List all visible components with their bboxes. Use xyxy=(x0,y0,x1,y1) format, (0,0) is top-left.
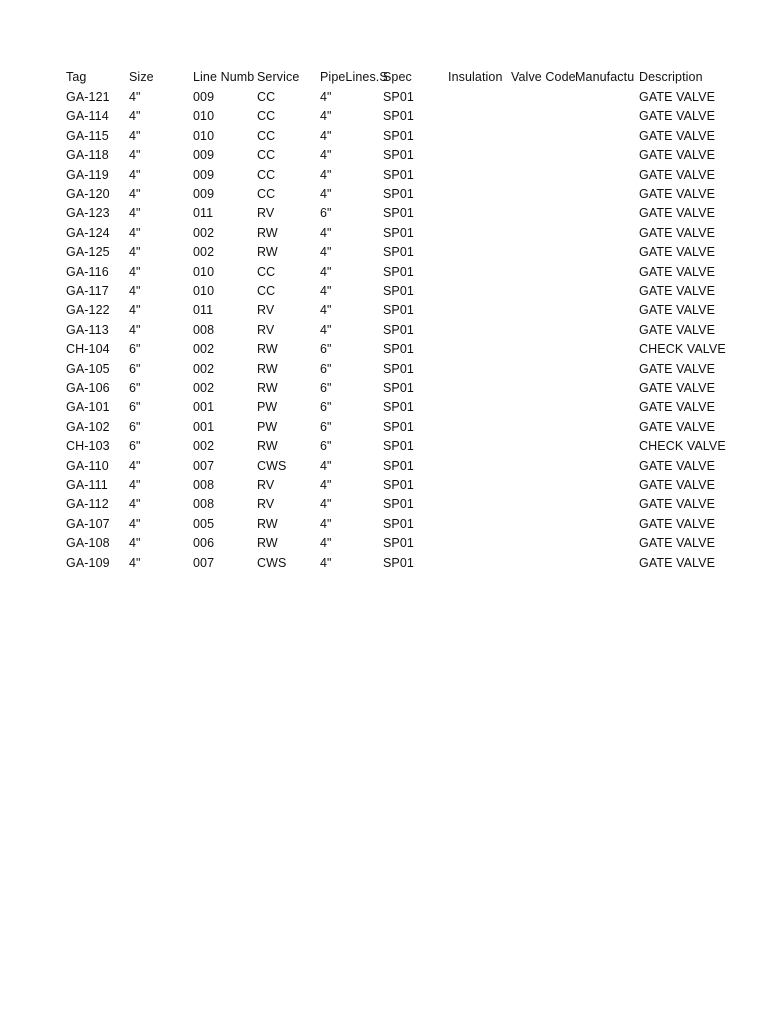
cell-pipelines-size: 4" xyxy=(320,226,332,240)
cell-line-number: 008 xyxy=(193,478,215,492)
cell-line-number: 010 xyxy=(193,129,215,143)
cell-description: GATE VALVE xyxy=(639,323,716,337)
cell-pipelines-size: 6" xyxy=(320,342,332,356)
cell-manufacturer xyxy=(575,301,639,320)
cell-description: GATE VALVE xyxy=(639,478,716,492)
cell-insulation xyxy=(448,457,511,476)
cell-manufacturer xyxy=(575,282,639,301)
cell-line-number: 009 xyxy=(193,90,215,104)
table-row xyxy=(0,166,768,185)
cell-service: RV xyxy=(257,478,275,492)
header-valve-code: Valve Code xyxy=(511,70,576,84)
cell-line-number: 007 xyxy=(193,459,215,473)
cell-tag: GA-111 xyxy=(66,478,108,492)
cell-size: 4" xyxy=(129,148,141,162)
cell-line-number: 005 xyxy=(193,517,215,531)
table-row xyxy=(0,301,768,320)
cell-pipelines-size: 4" xyxy=(320,478,332,492)
cell-valve-code xyxy=(511,340,575,359)
cell-description: GATE VALVE xyxy=(639,517,716,531)
table-row xyxy=(0,379,768,398)
table-row xyxy=(0,534,768,553)
cell-description: GATE VALVE xyxy=(639,226,716,240)
cell-pipelines-size: 4" xyxy=(320,90,332,104)
cell-size: 6" xyxy=(129,420,141,434)
cell-tag: GA-125 xyxy=(66,245,110,259)
cell-description: GATE VALVE xyxy=(639,362,716,376)
cell-service: CC xyxy=(257,265,276,279)
cell-description: GATE VALVE xyxy=(639,187,716,201)
cell-description: GATE VALVE xyxy=(639,381,716,395)
cell-service: RV xyxy=(257,303,275,317)
cell-manufacturer xyxy=(575,146,639,165)
cell-line-number: 010 xyxy=(193,109,215,123)
table-row xyxy=(0,360,768,379)
cell-service: RW xyxy=(257,226,278,240)
cell-line-number: 002 xyxy=(193,381,215,395)
cell-description: GATE VALVE xyxy=(639,245,716,259)
cell-spec: SP01 xyxy=(383,362,414,376)
cell-insulation xyxy=(448,515,511,534)
cell-spec: SP01 xyxy=(383,303,414,317)
cell-pipelines-size: 6" xyxy=(320,439,332,453)
cell-description: CHECK VALVE xyxy=(639,342,726,356)
cell-service: RV xyxy=(257,323,275,337)
cell-manufacturer xyxy=(575,107,639,126)
cell-valve-code xyxy=(511,185,575,204)
cell-spec: SP01 xyxy=(383,517,414,531)
table-row xyxy=(0,340,768,359)
cell-spec: SP01 xyxy=(383,342,414,356)
cell-insulation xyxy=(448,282,511,301)
cell-tag: GA-116 xyxy=(66,265,109,279)
cell-description: GATE VALVE xyxy=(639,90,716,104)
cell-pipelines-size: 4" xyxy=(320,168,332,182)
cell-line-number: 002 xyxy=(193,362,215,376)
cell-spec: SP01 xyxy=(383,439,414,453)
cell-service: RW xyxy=(257,381,278,395)
cell-manufacturer xyxy=(575,398,639,417)
cell-pipelines-size: 4" xyxy=(320,148,332,162)
cell-valve-code xyxy=(511,301,575,320)
header-insulation: Insulation xyxy=(448,70,503,84)
cell-line-number: 011 xyxy=(193,206,214,220)
cell-spec: SP01 xyxy=(383,381,414,395)
cell-valve-code xyxy=(511,554,575,573)
cell-tag: GA-101 xyxy=(66,400,110,414)
cell-pipelines-size: 4" xyxy=(320,284,332,298)
cell-tag: GA-107 xyxy=(66,517,110,531)
cell-manufacturer xyxy=(575,418,639,437)
cell-insulation xyxy=(448,185,511,204)
cell-service: PW xyxy=(257,400,278,414)
cell-pipelines-size: 4" xyxy=(320,323,332,337)
cell-service: CWS xyxy=(257,459,287,473)
cell-insulation xyxy=(448,360,511,379)
table-row xyxy=(0,263,768,282)
cell-size: 4" xyxy=(129,226,141,240)
cell-pipelines-size: 6" xyxy=(320,381,332,395)
cell-valve-code xyxy=(511,127,575,146)
cell-valve-code xyxy=(511,88,575,107)
cell-size: 4" xyxy=(129,497,141,511)
cell-tag: GA-108 xyxy=(66,536,110,550)
cell-line-number: 002 xyxy=(193,226,215,240)
table-row xyxy=(0,495,768,514)
cell-line-number: 002 xyxy=(193,245,215,259)
cell-service: RV xyxy=(257,497,275,511)
cell-insulation xyxy=(448,398,511,417)
cell-description: GATE VALVE xyxy=(639,265,716,279)
cell-tag: GA-105 xyxy=(66,362,110,376)
cell-valve-code xyxy=(511,107,575,126)
cell-insulation xyxy=(448,534,511,553)
cell-line-number: 010 xyxy=(193,265,215,279)
cell-service: RW xyxy=(257,536,278,550)
cell-spec: SP01 xyxy=(383,323,414,337)
cell-tag: GA-123 xyxy=(66,206,110,220)
cell-size: 6" xyxy=(129,439,141,453)
cell-tag: CH-104 xyxy=(66,342,110,356)
cell-line-number: 001 xyxy=(193,420,215,434)
header-line-number: Line Numb xyxy=(193,70,255,84)
cell-pipelines-size: 6" xyxy=(320,400,332,414)
cell-line-number: 002 xyxy=(193,342,215,356)
cell-size: 6" xyxy=(129,400,141,414)
cell-insulation xyxy=(448,554,511,573)
cell-line-number: 002 xyxy=(193,439,215,453)
cell-manufacturer xyxy=(575,204,639,223)
cell-line-number: 010 xyxy=(193,284,215,298)
cell-pipelines-size: 6" xyxy=(320,362,332,376)
table-row xyxy=(0,146,768,165)
cell-pipelines-size: 4" xyxy=(320,187,332,201)
cell-tag: GA-106 xyxy=(66,381,110,395)
cell-manufacturer xyxy=(575,379,639,398)
cell-insulation xyxy=(448,301,511,320)
header-size: Size xyxy=(129,70,154,84)
table-row xyxy=(0,107,768,126)
cell-pipelines-size: 4" xyxy=(320,556,332,570)
table-row xyxy=(0,554,768,573)
cell-size: 6" xyxy=(129,381,141,395)
cell-spec: SP01 xyxy=(383,90,414,104)
cell-spec: SP01 xyxy=(383,556,414,570)
cell-manufacturer xyxy=(575,185,639,204)
header-service: Service xyxy=(257,70,300,84)
cell-insulation xyxy=(448,418,511,437)
cell-size: 4" xyxy=(129,323,141,337)
table-row xyxy=(0,457,768,476)
cell-description: GATE VALVE xyxy=(639,206,716,220)
cell-description: GATE VALVE xyxy=(639,556,716,570)
cell-valve-code xyxy=(511,360,575,379)
cell-valve-code xyxy=(511,224,575,243)
cell-pipelines-size: 4" xyxy=(320,497,332,511)
cell-valve-code xyxy=(511,495,575,514)
cell-spec: SP01 xyxy=(383,284,414,298)
cell-valve-code xyxy=(511,263,575,282)
cell-service: RW xyxy=(257,362,278,376)
cell-tag: GA-113 xyxy=(66,323,109,337)
cell-description: CHECK VALVE xyxy=(639,439,726,453)
table-row xyxy=(0,127,768,146)
cell-insulation xyxy=(448,88,511,107)
header-spec: Spec xyxy=(383,70,412,84)
cell-manufacturer xyxy=(575,476,639,495)
table-row xyxy=(0,418,768,437)
cell-line-number: 011 xyxy=(193,303,214,317)
header-pipelines-size: PipeLines.S xyxy=(320,70,388,84)
cell-insulation xyxy=(448,263,511,282)
cell-tag: GA-122 xyxy=(66,303,110,317)
cell-spec: SP01 xyxy=(383,245,414,259)
table-row xyxy=(0,88,768,107)
cell-manufacturer xyxy=(575,437,639,456)
cell-tag: GA-110 xyxy=(66,459,109,473)
cell-insulation xyxy=(448,107,511,126)
cell-valve-code xyxy=(511,476,575,495)
cell-pipelines-size: 6" xyxy=(320,420,332,434)
cell-spec: SP01 xyxy=(383,109,414,123)
cell-valve-code xyxy=(511,457,575,476)
cell-insulation xyxy=(448,340,511,359)
cell-manufacturer xyxy=(575,263,639,282)
cell-line-number: 006 xyxy=(193,536,215,550)
cell-line-number: 008 xyxy=(193,497,215,511)
cell-spec: SP01 xyxy=(383,536,414,550)
cell-tag: GA-109 xyxy=(66,556,110,570)
cell-insulation xyxy=(448,476,511,495)
cell-valve-code xyxy=(511,321,575,340)
cell-spec: SP01 xyxy=(383,265,414,279)
cell-service: RW xyxy=(257,439,278,453)
cell-valve-code xyxy=(511,515,575,534)
cell-manufacturer xyxy=(575,515,639,534)
cell-pipelines-size: 6" xyxy=(320,206,332,220)
cell-spec: SP01 xyxy=(383,497,414,511)
cell-spec: SP01 xyxy=(383,148,414,162)
cell-spec: SP01 xyxy=(383,168,414,182)
cell-description: GATE VALVE xyxy=(639,148,716,162)
cell-size: 4" xyxy=(129,536,141,550)
table-row xyxy=(0,224,768,243)
cell-size: 4" xyxy=(129,459,141,473)
table-row xyxy=(0,515,768,534)
cell-tag: GA-112 xyxy=(66,497,109,511)
cell-manufacturer xyxy=(575,554,639,573)
cell-spec: SP01 xyxy=(383,459,414,473)
cell-pipelines-size: 4" xyxy=(320,536,332,550)
cell-size: 4" xyxy=(129,303,141,317)
cell-service: CC xyxy=(257,168,276,182)
cell-tag: GA-121 xyxy=(66,90,110,104)
cell-manufacturer xyxy=(575,321,639,340)
cell-service: RW xyxy=(257,245,278,259)
cell-description: GATE VALVE xyxy=(639,536,716,550)
cell-valve-code xyxy=(511,398,575,417)
cell-manufacturer xyxy=(575,224,639,243)
cell-line-number: 009 xyxy=(193,168,215,182)
cell-spec: SP01 xyxy=(383,226,414,240)
cell-service: PW xyxy=(257,420,278,434)
cell-valve-code xyxy=(511,534,575,553)
cell-spec: SP01 xyxy=(383,206,414,220)
cell-manufacturer xyxy=(575,457,639,476)
cell-manufacturer xyxy=(575,127,639,146)
cell-valve-code xyxy=(511,166,575,185)
cell-description: GATE VALVE xyxy=(639,109,716,123)
cell-manufacturer xyxy=(575,495,639,514)
cell-tag: CH-103 xyxy=(66,439,110,453)
cell-service: CC xyxy=(257,109,276,123)
cell-pipelines-size: 4" xyxy=(320,303,332,317)
cell-size: 4" xyxy=(129,245,141,259)
cell-valve-code xyxy=(511,418,575,437)
cell-pipelines-size: 4" xyxy=(320,109,332,123)
cell-service: CC xyxy=(257,284,276,298)
cell-manufacturer xyxy=(575,340,639,359)
table-row xyxy=(0,243,768,262)
cell-service: CC xyxy=(257,187,276,201)
cell-insulation xyxy=(448,204,511,223)
cell-size: 4" xyxy=(129,109,141,123)
cell-manufacturer xyxy=(575,243,639,262)
cell-description: GATE VALVE xyxy=(639,168,716,182)
cell-manufacturer xyxy=(575,360,639,379)
cell-service: RW xyxy=(257,342,278,356)
cell-tag: GA-117 xyxy=(66,284,109,298)
cell-insulation xyxy=(448,379,511,398)
cell-description: GATE VALVE xyxy=(639,303,716,317)
cell-insulation xyxy=(448,166,511,185)
cell-tag: GA-118 xyxy=(66,148,109,162)
cell-line-number: 009 xyxy=(193,148,215,162)
cell-tag: GA-120 xyxy=(66,187,110,201)
cell-size: 6" xyxy=(129,342,141,356)
cell-tag: GA-102 xyxy=(66,420,110,434)
table-row xyxy=(0,204,768,223)
cell-service: CC xyxy=(257,129,276,143)
cell-manufacturer xyxy=(575,534,639,553)
cell-pipelines-size: 4" xyxy=(320,265,332,279)
cell-size: 4" xyxy=(129,168,141,182)
header-tag: Tag xyxy=(66,70,87,84)
cell-spec: SP01 xyxy=(383,400,414,414)
cell-service: CWS xyxy=(257,556,287,570)
cell-size: 4" xyxy=(129,517,141,531)
cell-service: CC xyxy=(257,148,276,162)
cell-description: GATE VALVE xyxy=(639,497,716,511)
cell-pipelines-size: 4" xyxy=(320,245,332,259)
cell-valve-code xyxy=(511,146,575,165)
header-row xyxy=(0,68,768,87)
cell-size: 4" xyxy=(129,556,141,570)
cell-size: 4" xyxy=(129,284,141,298)
cell-tag: GA-124 xyxy=(66,226,110,240)
cell-description: GATE VALVE xyxy=(639,129,716,143)
cell-insulation xyxy=(448,127,511,146)
cell-spec: SP01 xyxy=(383,129,414,143)
header-description: Description xyxy=(639,70,703,84)
cell-valve-code xyxy=(511,379,575,398)
cell-spec: SP01 xyxy=(383,420,414,434)
cell-valve-code xyxy=(511,282,575,301)
table-row xyxy=(0,185,768,204)
cell-pipelines-size: 4" xyxy=(320,129,332,143)
cell-pipelines-size: 4" xyxy=(320,459,332,473)
table-row xyxy=(0,321,768,340)
cell-insulation xyxy=(448,146,511,165)
cell-insulation xyxy=(448,437,511,456)
cell-service: RW xyxy=(257,517,278,531)
cell-service: RV xyxy=(257,206,275,220)
cell-insulation xyxy=(448,321,511,340)
cell-insulation xyxy=(448,224,511,243)
cell-valve-code xyxy=(511,243,575,262)
cell-line-number: 001 xyxy=(193,400,215,414)
cell-service: CC xyxy=(257,90,276,104)
cell-size: 4" xyxy=(129,478,141,492)
cell-pipelines-size: 4" xyxy=(320,517,332,531)
cell-tag: GA-115 xyxy=(66,129,109,143)
cell-spec: SP01 xyxy=(383,478,414,492)
cell-spec: SP01 xyxy=(383,187,414,201)
cell-size: 4" xyxy=(129,265,141,279)
cell-line-number: 008 xyxy=(193,323,215,337)
cell-size: 4" xyxy=(129,206,141,220)
cell-tag: GA-119 xyxy=(66,168,109,182)
table-row xyxy=(0,437,768,456)
cell-description: GATE VALVE xyxy=(639,400,716,414)
cell-size: 4" xyxy=(129,129,141,143)
cell-line-number: 009 xyxy=(193,187,215,201)
cell-description: GATE VALVE xyxy=(639,420,716,434)
cell-size: 4" xyxy=(129,90,141,104)
cell-manufacturer xyxy=(575,88,639,107)
cell-size: 6" xyxy=(129,362,141,376)
table-row xyxy=(0,476,768,495)
cell-size: 4" xyxy=(129,187,141,201)
cell-manufacturer xyxy=(575,166,639,185)
cell-insulation xyxy=(448,495,511,514)
cell-valve-code xyxy=(511,437,575,456)
cell-valve-code xyxy=(511,204,575,223)
cell-description: GATE VALVE xyxy=(639,284,716,298)
header-manufacturer: Manufactu xyxy=(575,70,635,84)
cell-insulation xyxy=(448,243,511,262)
table-row xyxy=(0,398,768,417)
cell-description: GATE VALVE xyxy=(639,459,716,473)
cell-tag: GA-114 xyxy=(66,109,109,123)
cell-line-number: 007 xyxy=(193,556,215,570)
table-row xyxy=(0,282,768,301)
